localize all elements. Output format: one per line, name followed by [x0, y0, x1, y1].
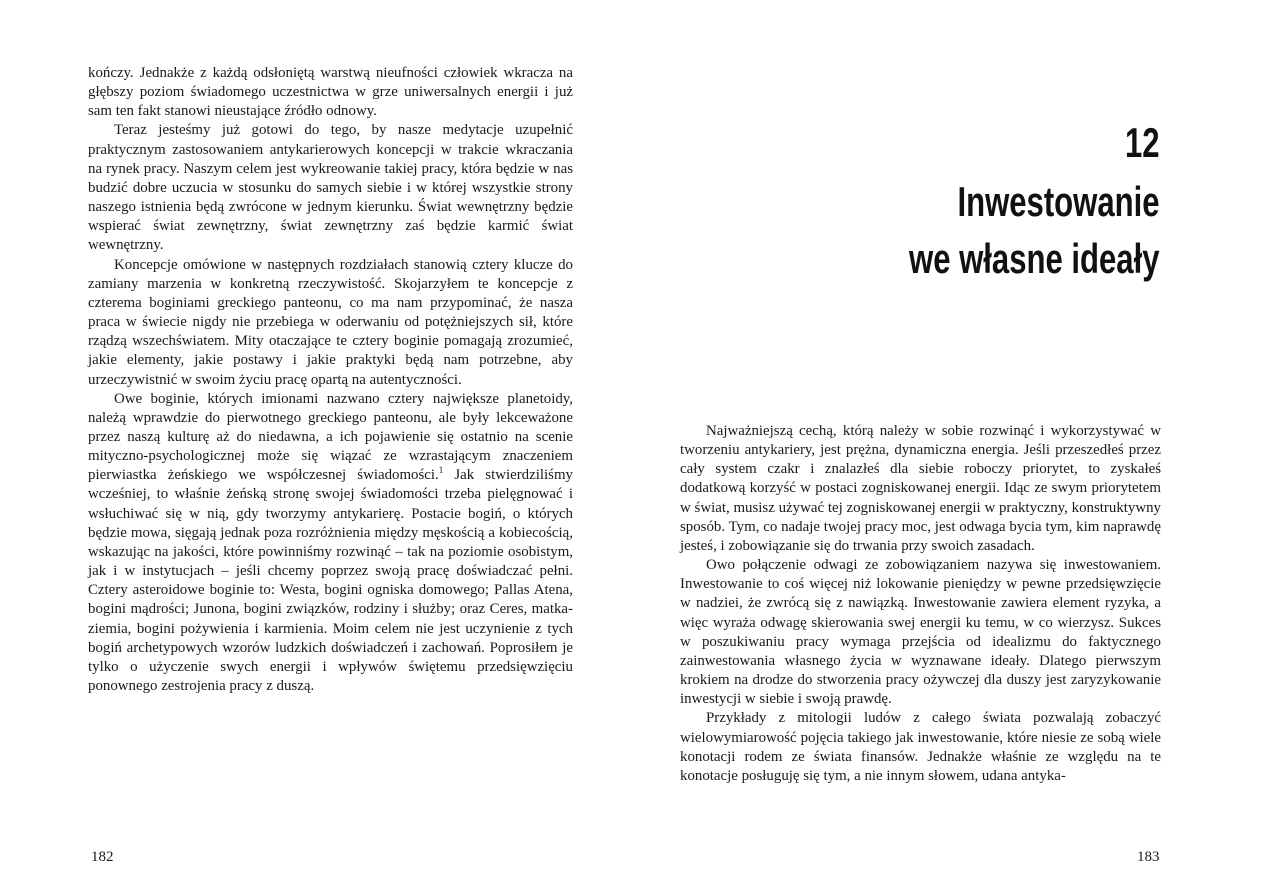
paragraph-text: Jak stwierdziliśmy wcześniej, to właśnie żeńską stronę swojej świadomości trzeba pielęgnować i wsłuchiwać się w nią, gdy tworzymy antykarierę. Postacie bogiń, o których będzie mowa, sięgają jednak poza rozróżnienia między męskością a kobiecością, wskazując na jakości, które powinniśmy rozwinąć – tak na poziomie osobistym, jak i w instytucjach – jeśli chcemy poprzez swoją pracę doświadczać pełni. Cztery asteroidowe boginie to: Westa, bogini ogniska domowego; Pallas Atena, bogini mądrości; Junona, bogini związków, rodziny i służby; oraz Ceres, matka-ziemia, bogini pożywienia i karmienia. Moim celem nie jest uczynienie z tych bogiń archetypowych wzorów ludzkich doświadczeń i zachowań. Poprosiłem je tylko o użyczenie swych energii i wpływów świętemu przedsięwzięciu ponownego zestrojenia pracy z duszą.: [88, 467, 573, 694]
right-page: [631, 0, 1263, 893]
chapter-heading: [909, 120, 1160, 287]
left-page: [0, 0, 631, 893]
chapter-title-line: we własne ideały: [909, 235, 1160, 282]
page-number: 182: [91, 849, 114, 865]
paragraph: kończy. Jednakże z każdą odsłoniętą warstwą nieufności człowiek wkracza na głębszy poziom świadomego uczestnictwa w grze uniwersalnych energii i już sam ten fakt stanowi nieustające źródło odnowy.: [88, 65, 573, 120]
paragraph: [88, 390, 573, 697]
chapter-title-line: Inwestowanie: [957, 178, 1160, 225]
left-page-body: [88, 64, 573, 696]
paragraph: Owo połączenie odwagi ze zobowiązaniem nazywa się inwestowaniem. Inwestowanie to coś więcej niż lokowanie pieniędzy w pewne przedsięwzięcie w nadziei, że zwrócą się z nawiązką. Inwestowanie zawiera element ryzyka, a więc wyraża odwagę skierowania swej energii ku temu, w co wierzysz. Sukces w poszukiwaniu pracy wymaga przejścia od idealizmu do faktycznego zainwestowania własnego życia w wyznawane ideały. Dlatego pierwszym krokiem na drodze do stworzenia pracy ożywczej dla duszy jest zaryzykowanie inwestycji w siebie i swoją prawdę.: [680, 557, 1161, 708]
chapter-number: 12: [1125, 119, 1160, 166]
paragraph: Przykłady z mitologii ludów z całego świata pozwalają zobaczyć wielowymiarowość pojęcia takiego jak inwestowanie, które niesie ze sobą wiele konotacji rodem ze świata finansów. Jednakże właśnie ze względu na te konotacje posługuję się tym, a nie innym słowem, udana antyka-: [680, 710, 1161, 784]
footnote-mark: 1: [438, 465, 444, 476]
page-number: 183: [1137, 849, 1160, 865]
right-page-body: [680, 422, 1161, 786]
paragraph: Najważniejszą cechą, którą należy w sobie rozwinąć i wykorzystywać w tworzeniu antykariery, jest prężna, dynamiczna energia. Jeśli przeszedłeś przez cały system czakr i znalazłeś dla siebie roboczy priorytet, to zyskałeś dodatkową korzyść w postaci zogniskowanej energii. Idąc ze swym priorytetem w świat, musisz używać tej zogniskowanej energii w praktyczny, konstruktywny sposób. Tym, co nadaje twojej pracy moc, jest odwaga bycia tym, kim naprawdę jesteś, i zobowiązanie się do trwania przy swoich zasadach.: [680, 423, 1161, 554]
paragraph: Teraz jesteśmy już gotowi do tego, by nasze medytacje uzupełnić praktycznym zastosowaniem antykarierowych koncepcji w trakcie wkraczania na rynek pracy. Naszym celem jest wykreowanie takiej pracy, która będzie w nas budzić dobre uczucia w stosunku do samych siebie i w której wszystkie strony naszego istnienia będą zwrócone w jednym kierunku. Świat wewnętrzny będzie wspierać świat zewnętrzny, świat zewnętrzny zaś będzie karmić świat wewnętrzny.: [88, 122, 573, 254]
paragraph: Koncepcje omówione w następnych rozdziałach stanowią cztery klucze do zamiany marzenia w konkretną rzeczywistość. Skojarzyłem te koncepcje z czterema boginiami greckiego panteonu, co ma nam przypominać, że nasza praca w świecie nigdy nie przebiega w oderwaniu od potężniejszych sił, które rządzą wszechświatem. Mity otaczające te cztery boginie pomagają zrozumieć, jakie elementy, jakie postawy i jakie praktyki będą nam potrzebne, aby urzeczywistnić w swoim życiu pracę opartą na autentyczności.: [88, 256, 573, 388]
paragraph-text: Owe boginie, których imionami nazwano cztery największe planetoidy, należą wprawdzie do pierwotnego greckiego panteonu, ale były lekceważone przez naszą kulturę aż do niedawna, a ich pojawienie się ostatnio na scenie mityczno-psychologicznej może się wiązać ze wzrastającym znaczeniem pierwiastka żeńskiego we współczesnej świadomości.: [88, 390, 573, 484]
